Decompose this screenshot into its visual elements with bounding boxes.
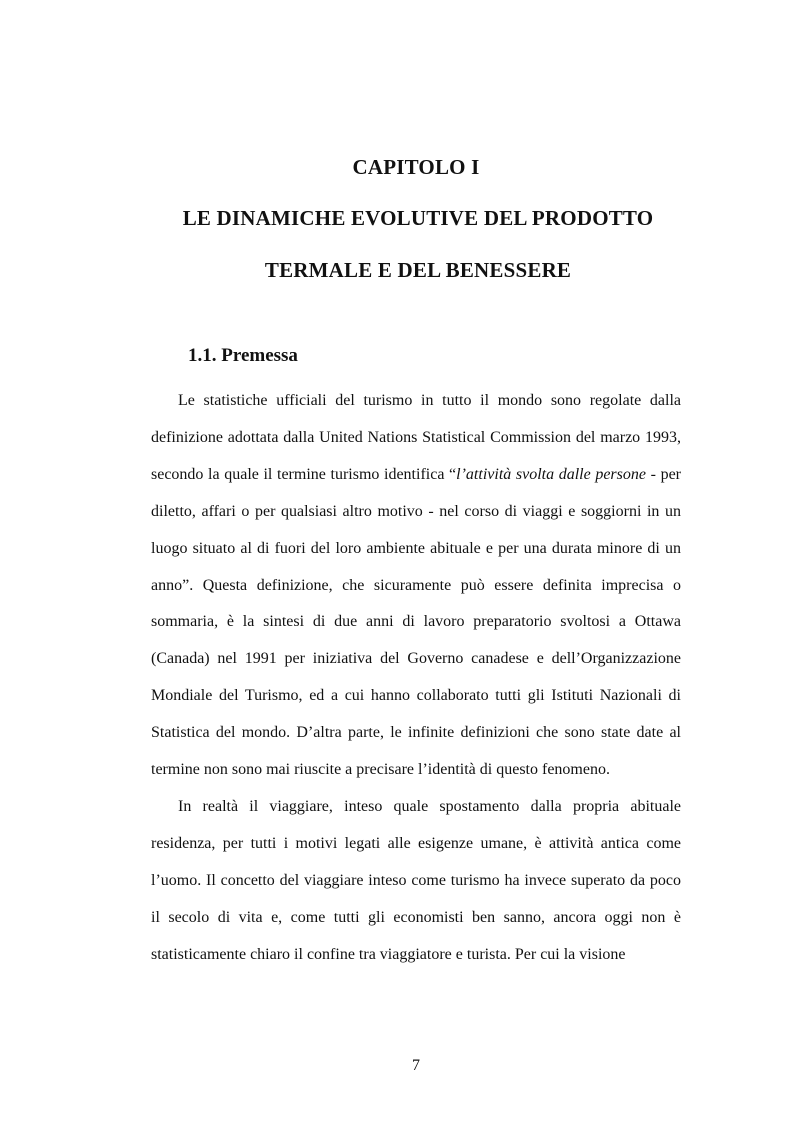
paragraph-1-text-a: Le statistiche ufficiali del turismo in tutto il mondo sono regolate dalla definizione adottata dalla United Nations Statistical Commission del marzo 1993, secondo la quale il termine turismo identifica “ [151, 392, 681, 483]
section-heading: 1.1. Premessa [188, 345, 298, 366]
body-text [151, 383, 681, 974]
paragraph-2: In realtà il viaggiare, inteso quale spostamento dalla propria abituale residenza, per tutti i motivi legati alle esigenze umane, è attività antica come l’uomo. Il concetto del viaggiare inteso come turismo ha invece superato da poco il secolo di vita e, come tutti gli economisti ben sanno, ancora oggi non è statisticamente chiaro il confine tra viaggiatore e turista. Per cui la visione [151, 797, 681, 963]
page-number: 7 [412, 1057, 420, 1074]
chapter-title-line-2: TERMALE E DEL BENESSERE [264, 258, 572, 282]
paragraph-1 [151, 383, 681, 789]
chapter-title-line-1: LE DINAMICHE EVOLUTIVE DEL PRODOTTO [182, 206, 654, 230]
chapter-label: CAPITOLO I [352, 155, 480, 179]
paragraph-1-text-b: - per diletto, affari o per qualsiasi altro motivo - nel corso di viaggi e soggiorni in un luogo situato al di fuori del loro ambiente abituale e per una durata minore di un anno”. Questa definizione, che sicuramente può essere definita imprecisa o sommaria, è la sintesi di due anni di lavoro preparatorio svoltosi a Ottawa (Canada) nel 1991 per iniziativa del Governo canadese e dell’Organizzazione Mondiale del Turismo, ed a cui hanno collaborato tutti gli Istituti Nazionali di Statistica del mondo. D’altra parte, le infinite definizioni che sono state date al termine non sono mai riuscite a precisare l’identità di questo fenomeno. [151, 465, 682, 779]
paragraph-1-italic-quote: l’attività svolta dalle persone [456, 465, 646, 483]
